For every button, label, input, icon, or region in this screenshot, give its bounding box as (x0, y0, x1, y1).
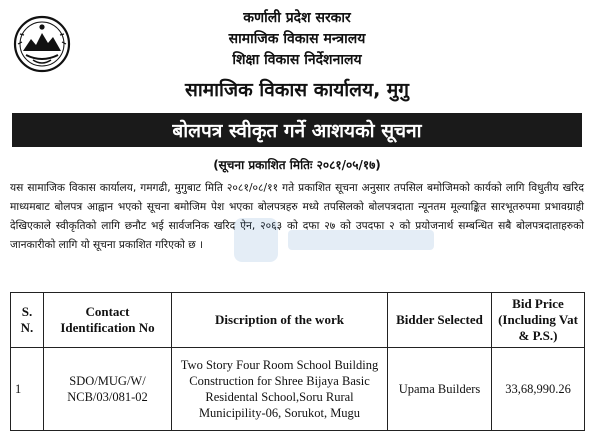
cell-bidder: Upama Builders (388, 348, 492, 431)
table-header-row (11, 293, 585, 348)
header-bidder: Bidder Selected (388, 293, 492, 348)
header-description: Discription of the work (172, 293, 388, 348)
notice-title: बोलपत्र स्वीकृत गर्ने आशयको सूचना (172, 120, 422, 142)
notice-paragraph: यस सामाजिक विकास कार्यालय, गमगढी, मुगुबाट मिति २०८१/०८/११ गते प्रकाशित सूचना अनुसार तपसिल बमोजिमको कार्यको लागि विधुतीय खरिद माध्यमबाट बोलपत्र आह्वान भएको सूचना बमोजिम पेश भएका बोलपत्रहरु मध्ये तपसिलको बोलपत्रदाता न्यूनतम मूल्याङ्कित सारभूतरुपमा प्रभावग्राही देखिएकाले स्वीकृतिको लागि छनौट भई सार्वजनिक खरिद ऐन, २०६३ को दफा २७ को उपदफा २ को प्रयोजनार्थ सम्बन्धित सबै बोलपत्रदाताहरुको जानकारीको लागि यो सूचना प्रकाशित गरिएको छ । (10, 182, 584, 251)
office-name: सामाजिक विकास कार्यालय, मुगु (185, 79, 409, 101)
ministry-line: सामाजिक विकास मन्त्रालय (228, 31, 366, 47)
award-table (10, 292, 585, 431)
table-row (11, 348, 585, 431)
cell-contact-id: SDO/MUG/W/ NCB/03/081-02 (44, 348, 172, 431)
header-sn: S. N. (11, 293, 44, 348)
notice-title-banner (12, 113, 582, 147)
directorate-line: शिक्षा विकास निर्देशनालय (232, 52, 362, 68)
publication-date: (सूचना प्रकाशित मितिः २०८१/०५/१७) (213, 158, 381, 172)
cell-sn: 1 (11, 348, 44, 431)
cell-bid-price: 33,68,990.26 (492, 348, 585, 431)
province-government-line: कर्णाली प्रदेश सरकार (243, 10, 351, 26)
document-header (0, 0, 594, 110)
cell-description: Two Story Four Room School Building Construction for Shree Bijaya Basic Residental School,Soru Rural Municipility-06, Sorukot, Mugu (172, 348, 388, 431)
header-bid-price: Bid Price (Including Vat & P.S.) (492, 293, 585, 348)
header-contact-id: Contact Identification No (44, 293, 172, 348)
